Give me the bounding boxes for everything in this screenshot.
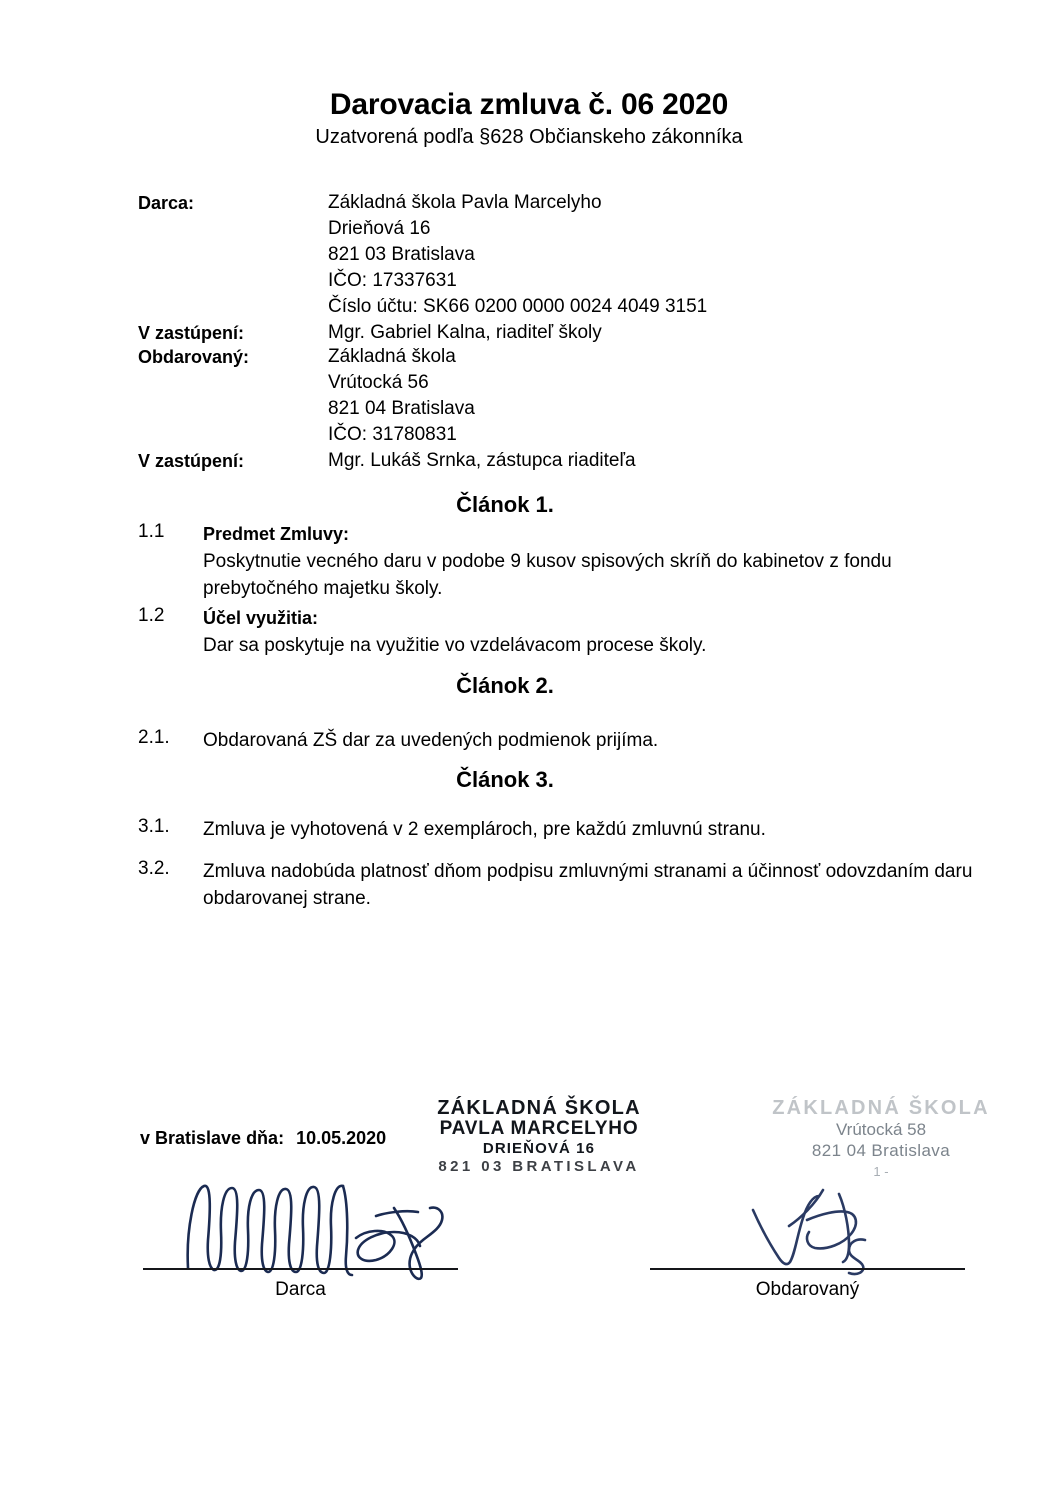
recipient-signature-ink [735,1178,925,1278]
recipient-stamp-line-4: 1 - [873,1163,889,1179]
donor-signature-caption: Darca [275,1279,326,1300]
article-heading-1: Článok 1. [456,492,554,517]
recipient-signature-caption: Obdarovaný [755,1279,860,1300]
article-heading-2: Článok 2. [456,673,554,698]
donor-stamp-line-2: PAVLA MARCELYHO [439,1118,639,1140]
donor-signature-ink [180,1172,450,1282]
clause-1-2 [138,605,938,659]
donor-signature-line [143,1268,458,1270]
recipient-stamp [756,1096,1006,1180]
donor-stamp-line-4: 821 03 BRATISLAVA [438,1158,640,1176]
donor-stamp [424,1098,654,1175]
donor-stamp-line-3: DRIEŇOVÁ 16 [482,1140,596,1158]
donor-ico: IČO: 17337631 [328,270,457,291]
donor-represented-label: V zastúpení: [138,323,245,343]
recipient-street-row [138,370,938,396]
recipient-signature-line [650,1268,965,1270]
donor-street-row [138,216,938,242]
donor-city: 821 03 Bratislava [328,244,475,265]
clause-text: Obdarovaná ZŠ dar za uvedených podmienok prijíma. [203,730,659,751]
recipient-city: 821 04 Bratislava [328,398,475,419]
donor-account-number: Číslo účtu: SK66 0200 0000 0024 4049 3151 [328,296,708,317]
clause-title: Účel využitia: [203,608,319,628]
donor-account-row [138,294,938,320]
clause-title: Predmet Zmluvy: [203,524,350,544]
recipient-ico: IČO: 31780831 [328,424,457,445]
clause-number: 1.1 [138,521,165,542]
recipient-represented-label: V zastúpení: [138,451,245,471]
donor-ico-row [138,268,938,294]
clause-number: 3.1. [138,816,170,837]
donor-label: Darca: [138,193,195,213]
page-title: Darovacia zmluva č. 06 2020 [329,88,729,121]
recipient-party-block [138,344,938,474]
donor-party-block [138,190,938,346]
place-and-date [140,1128,386,1149]
recipient-signature-block [650,1268,965,1301]
recipient-street: Vrútocká 56 [328,372,429,393]
donor-representative-row [138,320,938,346]
clause-text: Zmluva je vyhotovená v 2 exemplároch, pre každú zmluvnú stranu. [203,819,766,840]
recipient-label: Obdarovaný: [138,347,250,367]
donor-signature-block [143,1268,458,1301]
recipient-representative: Mgr. Lukáš Srnka, zástupca riaditeľa [328,450,636,471]
recipient-stamp-line-1: ZÁKLADNÁ ŠKOLA [772,1097,990,1119]
clause-text: Zmluva nadobúda platnosť dňom podpisu zmluvnými stranami a účinnosť odovzdaním daru obdarovanej strane. [203,861,973,909]
recipient-stamp-line-3: 821 04 Bratislava [811,1141,951,1161]
recipient-representative-row [138,448,938,474]
clause-1-1 [138,521,938,602]
recipient-name: Základná škola [328,346,456,367]
place-date-label: v Bratislave dňa: [140,1128,285,1148]
recipient-name-row [138,344,938,370]
donor-name: Základná škola Pavla Marcelyho [328,192,602,213]
donor-city-row [138,242,938,268]
recipient-city-row [138,396,938,422]
clause-number: 1.2 [138,605,165,626]
clause-number: 3.2. [138,858,170,879]
clause-text: Poskytnutie vecného daru v podobe 9 kusov spisových skríň do kabinetov z fondu prebytočného majetku školy. [203,551,892,599]
article-heading-3: Článok 3. [456,767,554,792]
donor-street: Drieňová 16 [328,218,431,239]
clause-3-2 [138,858,983,912]
clause-number: 2.1. [138,727,170,748]
donor-name-row [138,190,938,216]
signing-date: 10.05.2020 [296,1128,387,1148]
recipient-ico-row [138,422,938,448]
clause-text: Dar sa poskytuje na využitie vo vzdelávacom procese školy. [203,635,707,656]
recipient-stamp-line-2: Vrútocká 58 [835,1120,927,1140]
donor-representative: Mgr. Gabriel Kalna, riaditeľ školy [328,322,602,343]
clause-2-1 [138,727,938,754]
clause-3-1 [138,816,968,843]
page-subtitle: Uzatvorená podľa §628 Občianskeho zákonníka [315,126,743,148]
donor-stamp-line-1: ZÁKLADNÁ ŠKOLA [437,1097,641,1119]
